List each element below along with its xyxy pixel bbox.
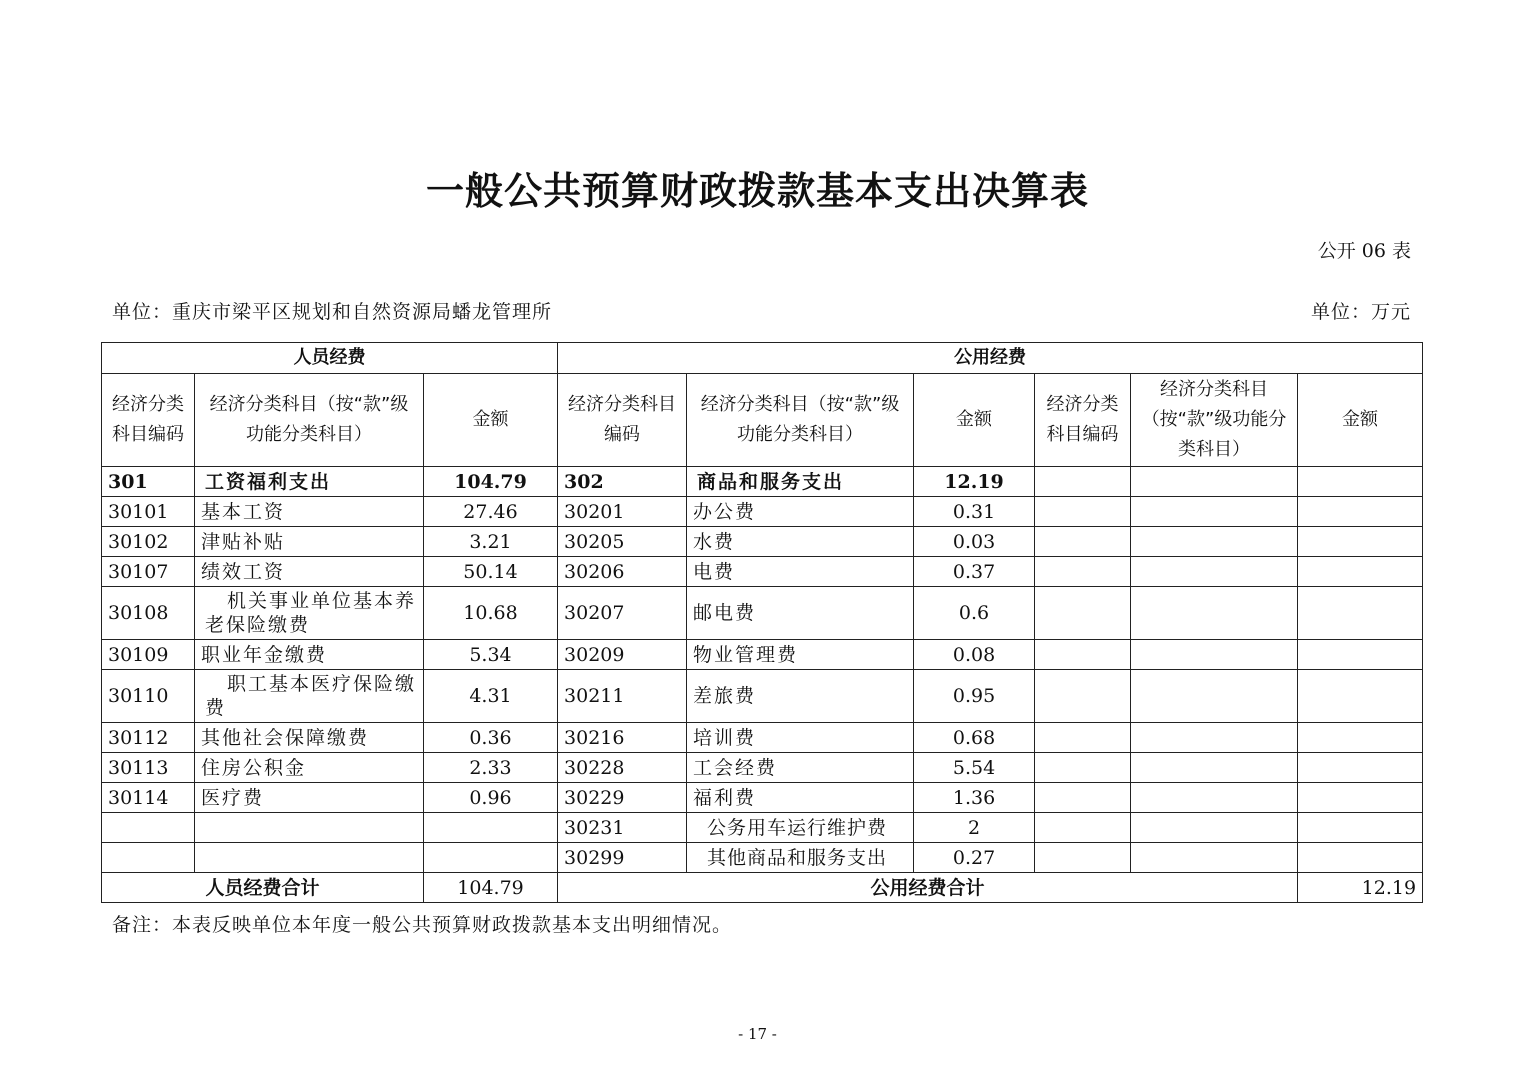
page-number: - 17 - [738, 1025, 777, 1043]
table-row [102, 783, 1423, 813]
header-code: 经济分类科目编码 [1035, 374, 1131, 467]
empty-cell [1131, 467, 1298, 497]
personnel-amount: 2.33 [424, 753, 558, 783]
table-row [102, 467, 1423, 497]
empty-cell [1131, 783, 1298, 813]
personnel-amount: 5.34 [424, 640, 558, 670]
public-code: 30201 [558, 497, 687, 527]
empty-cell [1035, 527, 1131, 557]
personnel-code: 30110 [102, 670, 195, 723]
personnel-item: 职业年金缴费 [195, 640, 424, 670]
column-header-row [102, 374, 1423, 467]
empty-cell [1131, 723, 1298, 753]
empty-cell [1131, 813, 1298, 843]
currency-unit: 单位：万元 [1310, 301, 1411, 323]
table-row [102, 723, 1423, 753]
public-code: 30205 [558, 527, 687, 557]
public-amount: 5.54 [914, 753, 1035, 783]
table-row [102, 670, 1423, 723]
section-public: 公用经费 [558, 343, 1423, 374]
public-amount: 0.37 [914, 557, 1035, 587]
public-item: 电费 [687, 557, 914, 587]
personnel-item [195, 813, 424, 843]
personnel-item: 基本工资 [195, 497, 424, 527]
empty-cell [1298, 557, 1423, 587]
header-code: 经济分类科目编码 [102, 374, 195, 467]
empty-cell [1131, 640, 1298, 670]
public-item: 公务用车运行维护费 [687, 813, 914, 843]
public-item: 工会经费 [687, 753, 914, 783]
personnel-amount: 4.31 [424, 670, 558, 723]
table-row [102, 843, 1423, 873]
table-row [102, 640, 1423, 670]
empty-cell [1035, 497, 1131, 527]
header-name: 经济分类科目（按“款”级功能分类科目） [1131, 374, 1298, 467]
personnel-item: 医疗费 [195, 783, 424, 813]
public-total-label: 公用经费合计 [558, 873, 1298, 903]
header-amount: 金额 [424, 374, 558, 467]
empty-cell [1298, 670, 1423, 723]
public-code: 302 [558, 467, 687, 497]
public-amount: 0.6 [914, 587, 1035, 640]
public-code: 30209 [558, 640, 687, 670]
personnel-total-amount: 104.79 [424, 873, 558, 903]
header-code: 经济分类科目编码 [558, 374, 687, 467]
personnel-code: 301 [102, 467, 195, 497]
empty-cell [1131, 843, 1298, 873]
public-item: 培训费 [687, 723, 914, 753]
personnel-item: 工资福利支出 [195, 467, 424, 497]
personnel-code [102, 843, 195, 873]
section-personnel: 人员经费 [102, 343, 558, 374]
table-row [102, 497, 1423, 527]
public-item: 其他商品和服务支出 [687, 843, 914, 873]
personnel-item: 住房公积金 [195, 753, 424, 783]
empty-cell [1131, 753, 1298, 783]
empty-cell [1131, 557, 1298, 587]
header-amount: 金额 [914, 374, 1035, 467]
public-code: 30216 [558, 723, 687, 753]
personnel-item: 绩效工资 [195, 557, 424, 587]
personnel-amount: 3.21 [424, 527, 558, 557]
personnel-code: 30112 [102, 723, 195, 753]
empty-cell [1131, 587, 1298, 640]
personnel-total-label: 人员经费合计 [102, 873, 424, 903]
personnel-item: 职工基本医疗保险缴费 [195, 670, 424, 723]
personnel-amount: 0.36 [424, 723, 558, 753]
empty-cell [1035, 813, 1131, 843]
empty-cell [1131, 497, 1298, 527]
empty-cell [1035, 587, 1131, 640]
public-item: 物业管理费 [687, 640, 914, 670]
personnel-code: 30114 [102, 783, 195, 813]
table-row [102, 813, 1423, 843]
empty-cell [1035, 723, 1131, 753]
public-code: 30229 [558, 783, 687, 813]
table-row [102, 557, 1423, 587]
public-amount: 12.19 [914, 467, 1035, 497]
public-item: 办公费 [687, 497, 914, 527]
empty-cell [1298, 497, 1423, 527]
public-item: 邮电费 [687, 587, 914, 640]
personnel-code: 30108 [102, 587, 195, 640]
empty-cell [1035, 640, 1131, 670]
empty-cell [1035, 783, 1131, 813]
public-amount: 2 [914, 813, 1035, 843]
empty-cell [1035, 753, 1131, 783]
public-amount: 0.03 [914, 527, 1035, 557]
public-code: 30228 [558, 753, 687, 783]
public-amount: 0.68 [914, 723, 1035, 753]
empty-cell [1298, 843, 1423, 873]
page-title: 一般公共预算财政拨款基本支出决算表 [425, 168, 1089, 213]
empty-cell [1131, 527, 1298, 557]
public-item: 差旅费 [687, 670, 914, 723]
personnel-code: 30109 [102, 640, 195, 670]
empty-cell [1298, 813, 1423, 843]
public-code: 30207 [558, 587, 687, 640]
empty-cell [1298, 783, 1423, 813]
personnel-amount: 10.68 [424, 587, 558, 640]
personnel-code: 30101 [102, 497, 195, 527]
public-amount: 0.27 [914, 843, 1035, 873]
header-name: 经济分类科目（按“款”级功能分类科目） [195, 374, 424, 467]
empty-cell [1131, 670, 1298, 723]
public-amount: 0.95 [914, 670, 1035, 723]
section-header-row [102, 343, 1423, 374]
personnel-amount: 27.46 [424, 497, 558, 527]
personnel-code: 30113 [102, 753, 195, 783]
empty-cell [1298, 723, 1423, 753]
public-item: 商品和服务支出 [687, 467, 914, 497]
totals-row [102, 873, 1423, 903]
public-amount: 0.31 [914, 497, 1035, 527]
expenditure-table [101, 342, 1423, 903]
personnel-item: 机关事业单位基本养老保险缴费 [195, 587, 424, 640]
header-name: 经济分类科目（按“款”级功能分类科目） [687, 374, 914, 467]
header-amount: 金额 [1298, 374, 1423, 467]
personnel-item: 其他社会保障缴费 [195, 723, 424, 753]
personnel-code [102, 813, 195, 843]
personnel-code: 30107 [102, 557, 195, 587]
public-code: 30299 [558, 843, 687, 873]
form-number: 公开 06 表 [1317, 240, 1411, 262]
personnel-item [195, 843, 424, 873]
empty-cell [1035, 670, 1131, 723]
table-row [102, 753, 1423, 783]
personnel-amount: 104.79 [424, 467, 558, 497]
empty-cell [1298, 640, 1423, 670]
personnel-amount [424, 813, 558, 843]
empty-cell [1035, 843, 1131, 873]
personnel-amount: 0.96 [424, 783, 558, 813]
empty-cell [1035, 467, 1131, 497]
public-amount: 0.08 [914, 640, 1035, 670]
personnel-amount: 50.14 [424, 557, 558, 587]
empty-cell [1298, 527, 1423, 557]
personnel-amount [424, 843, 558, 873]
table-row [102, 587, 1423, 640]
footnote: 备注：本表反映单位本年度一般公共预算财政拨款基本支出明细情况。 [112, 914, 733, 936]
table-row [102, 527, 1423, 557]
public-item: 水费 [687, 527, 914, 557]
public-item: 福利费 [687, 783, 914, 813]
public-total-amount: 12.19 [1298, 873, 1423, 903]
reporting-unit: 单位：重庆市梁平区规划和自然资源局蟠龙管理所 [112, 301, 553, 323]
empty-cell [1298, 587, 1423, 640]
empty-cell [1298, 467, 1423, 497]
public-amount: 1.36 [914, 783, 1035, 813]
public-code: 30211 [558, 670, 687, 723]
empty-cell [1298, 753, 1423, 783]
public-code: 30231 [558, 813, 687, 843]
personnel-item: 津贴补贴 [195, 527, 424, 557]
empty-cell [1035, 557, 1131, 587]
personnel-code: 30102 [102, 527, 195, 557]
public-code: 30206 [558, 557, 687, 587]
